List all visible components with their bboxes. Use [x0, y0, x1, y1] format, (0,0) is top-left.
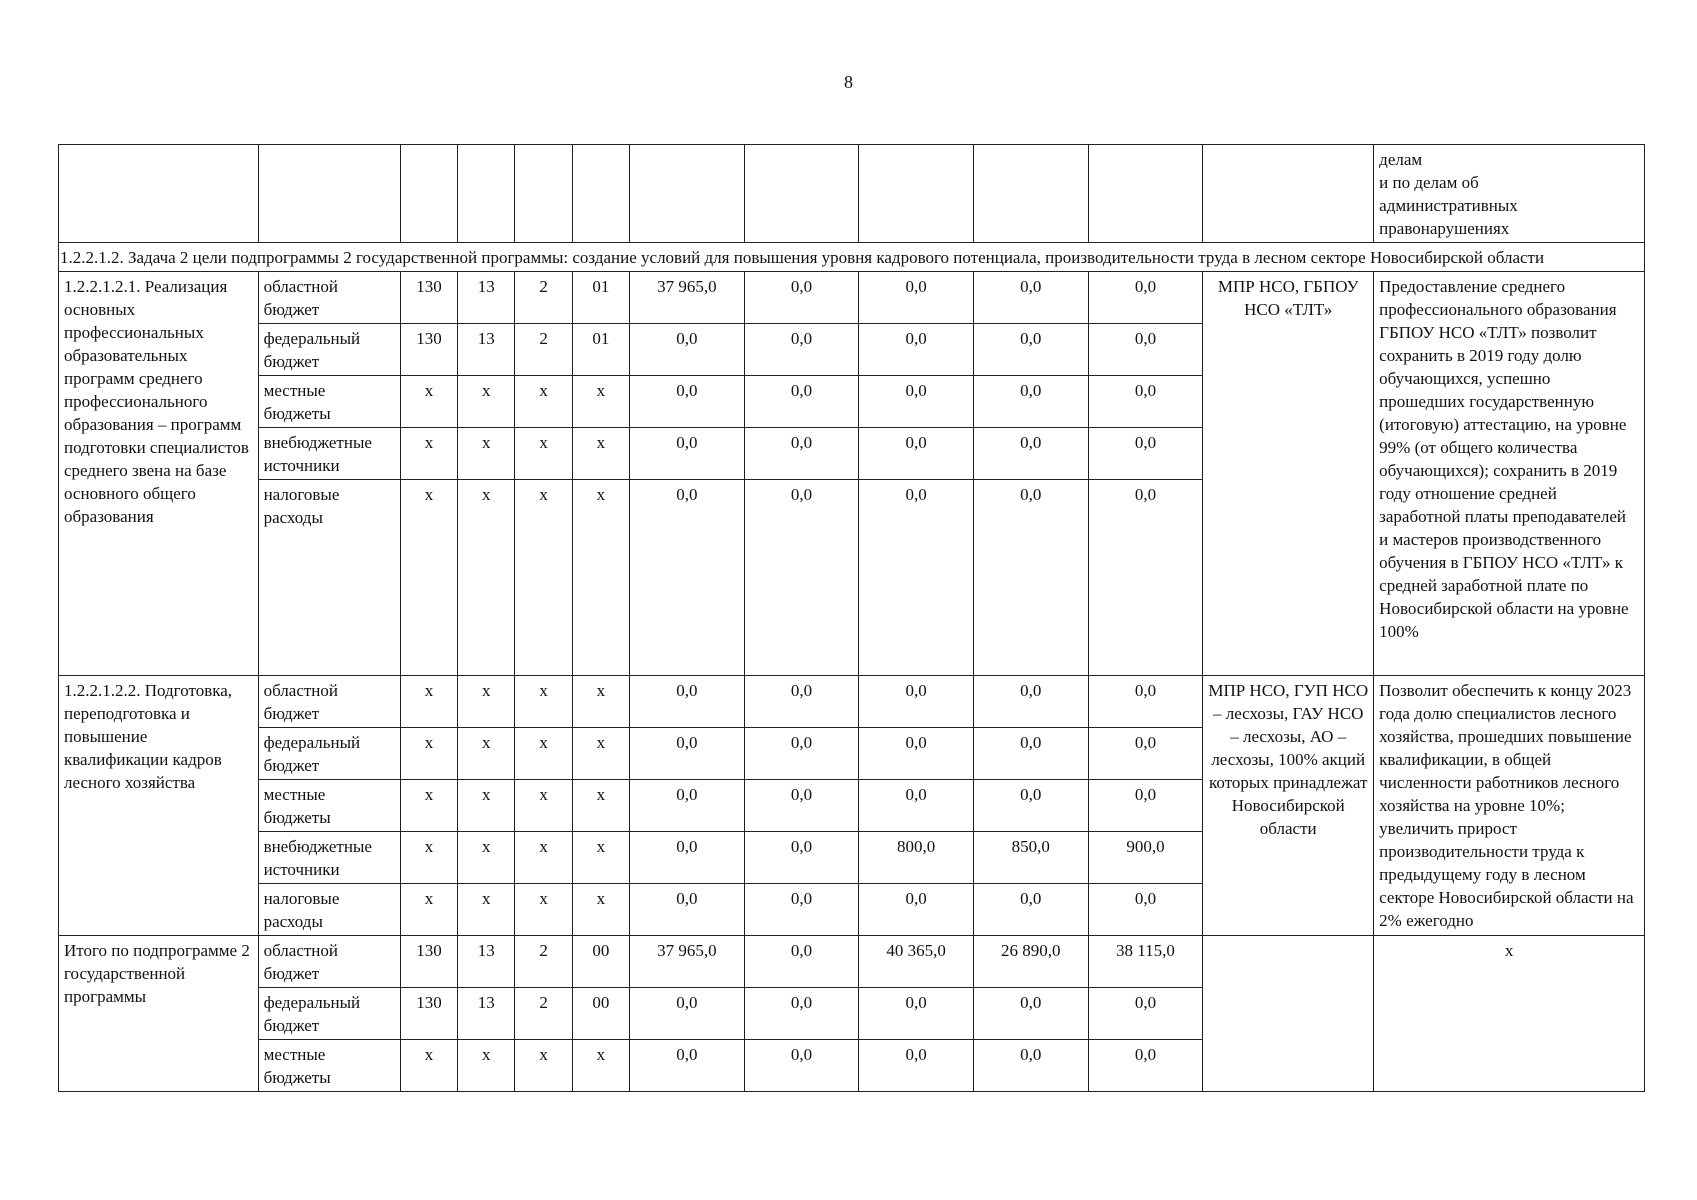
code-cell: 00 [572, 988, 629, 1040]
code-cell: х [400, 728, 457, 780]
table-row [59, 936, 1645, 988]
code-cell: х [400, 676, 457, 728]
amount-cell: 850,0 [973, 832, 1088, 884]
code-cell: 2 [515, 272, 572, 324]
funding-source: федеральный бюджет [258, 988, 400, 1040]
funding-source: местные бюджеты [258, 376, 400, 428]
code-cell: х [572, 428, 629, 480]
task-header: 1.2.2.1.2. Задача 2 цели подпрограммы 2 государственной программы: создание условий для повышения уровня кадрового потенциала, производительности труда в лесном секторе Новосибирской области [59, 243, 1645, 272]
funding-source: внебюджетные источники [258, 832, 400, 884]
code-cell: 2 [515, 324, 572, 376]
amount-cell: 0,0 [744, 324, 859, 376]
amount-cell: 0,0 [744, 272, 859, 324]
result-cell: Позволит обеспечить к концу 2023 года долю специалистов лесного хозяйства, прошедших повышение квалификации, в общей численности работников лесного хозяйства на уровне 10%; увеличить прирост производительности труда к предыдущему году в лесном секторе Новосибирской области на 2% ежегодно [1374, 676, 1645, 936]
amount-cell: 0,0 [859, 376, 974, 428]
activity-name: 1.2.2.1.2.2. Подготовка, переподготовка и повышение квалификации кадров лесного хозяйства [59, 676, 259, 936]
amount-cell: 0,0 [744, 676, 859, 728]
amount-cell: 0,0 [859, 480, 974, 676]
code-cell: х [400, 480, 457, 676]
code-cell: х [572, 728, 629, 780]
cell-empty [973, 145, 1088, 243]
activity-name: Итого по подпрограмме 2 государственной программы [59, 936, 259, 1092]
executor-cell: МПР НСО, ГУП НСО – лесхозы, ГАУ НСО – лесхозы, АО – лесхозы, 100% акций которых принадлежат Новосибирской области [1203, 676, 1374, 936]
cell-empty [258, 145, 400, 243]
amount-cell: 0,0 [630, 832, 745, 884]
activity-name: 1.2.2.1.2.1. Реализация основных профессиональных образовательных программ среднего профессионального образования – программ подготовки специалистов среднего звена на базе основного общего образования [59, 272, 259, 676]
result-line: и по делам об [1379, 173, 1479, 192]
funding-source: внебюджетные источники [258, 428, 400, 480]
code-cell: х [572, 480, 629, 676]
amount-cell: 900,0 [1088, 832, 1203, 884]
amount-cell: 0,0 [630, 376, 745, 428]
amount-cell: 0,0 [744, 884, 859, 936]
funding-source: местные бюджеты [258, 780, 400, 832]
amount-cell: 37 965,0 [630, 936, 745, 988]
amount-cell: 0,0 [630, 1040, 745, 1092]
amount-cell: 0,0 [1088, 272, 1203, 324]
funding-source: налоговые расходы [258, 884, 400, 936]
amount-cell: 0,0 [630, 480, 745, 676]
code-cell: х [458, 428, 515, 480]
amount-cell: 0,0 [859, 988, 974, 1040]
table-row [59, 272, 1645, 324]
amount-cell: 0,0 [630, 428, 745, 480]
amount-cell: 0,0 [1088, 480, 1203, 676]
cell-empty [630, 145, 745, 243]
amount-cell: 0,0 [1088, 376, 1203, 428]
cell-empty [1203, 145, 1374, 243]
amount-cell: 0,0 [973, 1040, 1088, 1092]
amount-cell: 0,0 [859, 324, 974, 376]
code-cell: х [458, 1040, 515, 1092]
code-cell: х [572, 676, 629, 728]
code-cell: х [458, 728, 515, 780]
code-cell: 13 [458, 936, 515, 988]
amount-cell: 37 965,0 [630, 272, 745, 324]
amount-cell: 0,0 [630, 780, 745, 832]
code-cell: х [572, 832, 629, 884]
amount-cell: 0,0 [859, 884, 974, 936]
amount-cell: 0,0 [1088, 884, 1203, 936]
code-cell: 130 [400, 324, 457, 376]
amount-cell: 0,0 [630, 324, 745, 376]
amount-cell: 0,0 [744, 428, 859, 480]
code-cell: х [458, 676, 515, 728]
amount-cell: 0,0 [630, 988, 745, 1040]
code-cell: х [458, 884, 515, 936]
continuation-row [59, 145, 1645, 243]
amount-cell: 0,0 [630, 728, 745, 780]
cell-empty [859, 145, 974, 243]
code-cell: х [515, 884, 572, 936]
code-cell: х [400, 1040, 457, 1092]
funding-source: областной бюджет [258, 272, 400, 324]
code-cell: х [400, 780, 457, 832]
amount-cell: 0,0 [859, 272, 974, 324]
amount-cell: 40 365,0 [859, 936, 974, 988]
amount-cell: 0,0 [744, 832, 859, 884]
amount-cell: 0,0 [744, 988, 859, 1040]
code-cell: х [515, 728, 572, 780]
amount-cell: 0,0 [744, 376, 859, 428]
cell-empty [400, 145, 457, 243]
code-cell: х [458, 780, 515, 832]
funding-source: местные бюджеты [258, 1040, 400, 1092]
code-cell: х [400, 884, 457, 936]
code-cell: 01 [572, 272, 629, 324]
code-cell: 130 [400, 988, 457, 1040]
executor-cell [1203, 936, 1374, 1092]
funding-source: федеральный бюджет [258, 728, 400, 780]
code-cell: х [515, 1040, 572, 1092]
code-cell: х [400, 428, 457, 480]
amount-cell: 0,0 [973, 480, 1088, 676]
page-number: 8 [844, 72, 853, 92]
code-cell: х [400, 376, 457, 428]
cell-empty [59, 145, 259, 243]
code-cell: х [572, 780, 629, 832]
result-line: делам [1379, 150, 1423, 169]
amount-cell: 0,0 [744, 728, 859, 780]
amount-cell: 0,0 [973, 428, 1088, 480]
funding-source: областной бюджет [258, 936, 400, 988]
amount-cell: 800,0 [859, 832, 974, 884]
amount-cell: 0,0 [859, 428, 974, 480]
amount-cell: 0,0 [1088, 1040, 1203, 1092]
cell-empty [1088, 145, 1203, 243]
cell-empty [744, 145, 859, 243]
funding-source: налоговые расходы [258, 480, 400, 676]
amount-cell: 0,0 [859, 1040, 974, 1092]
continued-result-text [1374, 145, 1645, 243]
amount-cell: 0,0 [973, 884, 1088, 936]
task-header-row [59, 243, 1645, 272]
code-cell: 130 [400, 272, 457, 324]
code-cell: х [458, 832, 515, 884]
budget-table [58, 144, 1645, 1092]
amount-cell: 0,0 [630, 676, 745, 728]
code-cell: х [458, 376, 515, 428]
code-cell: х [572, 1040, 629, 1092]
code-cell: 00 [572, 936, 629, 988]
amount-cell: 0,0 [1088, 676, 1203, 728]
amount-cell: 0,0 [973, 780, 1088, 832]
code-cell: 01 [572, 324, 629, 376]
amount-cell: 38 115,0 [1088, 936, 1203, 988]
code-cell: 2 [515, 936, 572, 988]
executor-cell: МПР НСО, ГБПОУ НСО «ТЛТ» [1203, 272, 1374, 676]
code-cell: х [572, 884, 629, 936]
code-cell: 2 [515, 988, 572, 1040]
code-cell: х [515, 832, 572, 884]
amount-cell: 0,0 [973, 376, 1088, 428]
cell-empty [572, 145, 629, 243]
amount-cell: 0,0 [1088, 988, 1203, 1040]
code-cell: 13 [458, 272, 515, 324]
amount-cell: 0,0 [1088, 324, 1203, 376]
amount-cell: 0,0 [859, 676, 974, 728]
funding-source: областной бюджет [258, 676, 400, 728]
code-cell: 130 [400, 936, 457, 988]
code-cell: 13 [458, 988, 515, 1040]
amount-cell: 0,0 [1088, 428, 1203, 480]
code-cell: х [515, 780, 572, 832]
amount-cell: 0,0 [859, 780, 974, 832]
amount-cell: 0,0 [973, 324, 1088, 376]
code-cell: х [515, 676, 572, 728]
amount-cell: 0,0 [973, 728, 1088, 780]
table-row [59, 676, 1645, 728]
cell-empty [458, 145, 515, 243]
code-cell: 13 [458, 324, 515, 376]
code-cell: х [515, 428, 572, 480]
result-line: правонарушениях [1379, 219, 1510, 238]
result-cell: Предоставление среднего профессионального образования ГБПОУ НСО «ТЛТ» позволит сохранить в 2019 году долю обучающихся, успешно прошедших государственную (итоговую) аттестацию, на уровне 99% (от общего количества обучающихся); сохранить в 2019 году отношение средней заработной платы преподавателей и мастеров производственного обучения в ГБПОУ НСО «ТЛТ» к средней заработной плате по Новосибирской области на уровне 100% [1374, 272, 1645, 676]
amount-cell: 0,0 [1088, 728, 1203, 780]
amount-cell: 26 890,0 [973, 936, 1088, 988]
code-cell: х [572, 376, 629, 428]
code-cell: х [515, 480, 572, 676]
result-cell: х [1374, 936, 1645, 1092]
amount-cell: 0,0 [744, 1040, 859, 1092]
amount-cell: 0,0 [630, 884, 745, 936]
cell-empty [515, 145, 572, 243]
amount-cell: 0,0 [1088, 780, 1203, 832]
amount-cell: 0,0 [744, 936, 859, 988]
code-cell: х [458, 480, 515, 676]
amount-cell: 0,0 [973, 676, 1088, 728]
amount-cell: 0,0 [973, 988, 1088, 1040]
amount-cell: 0,0 [973, 272, 1088, 324]
amount-cell: 0,0 [859, 728, 974, 780]
amount-cell: 0,0 [744, 480, 859, 676]
result-line: административных [1379, 196, 1518, 215]
code-cell: х [400, 832, 457, 884]
funding-source: федеральный бюджет [258, 324, 400, 376]
code-cell: х [515, 376, 572, 428]
amount-cell: 0,0 [744, 780, 859, 832]
